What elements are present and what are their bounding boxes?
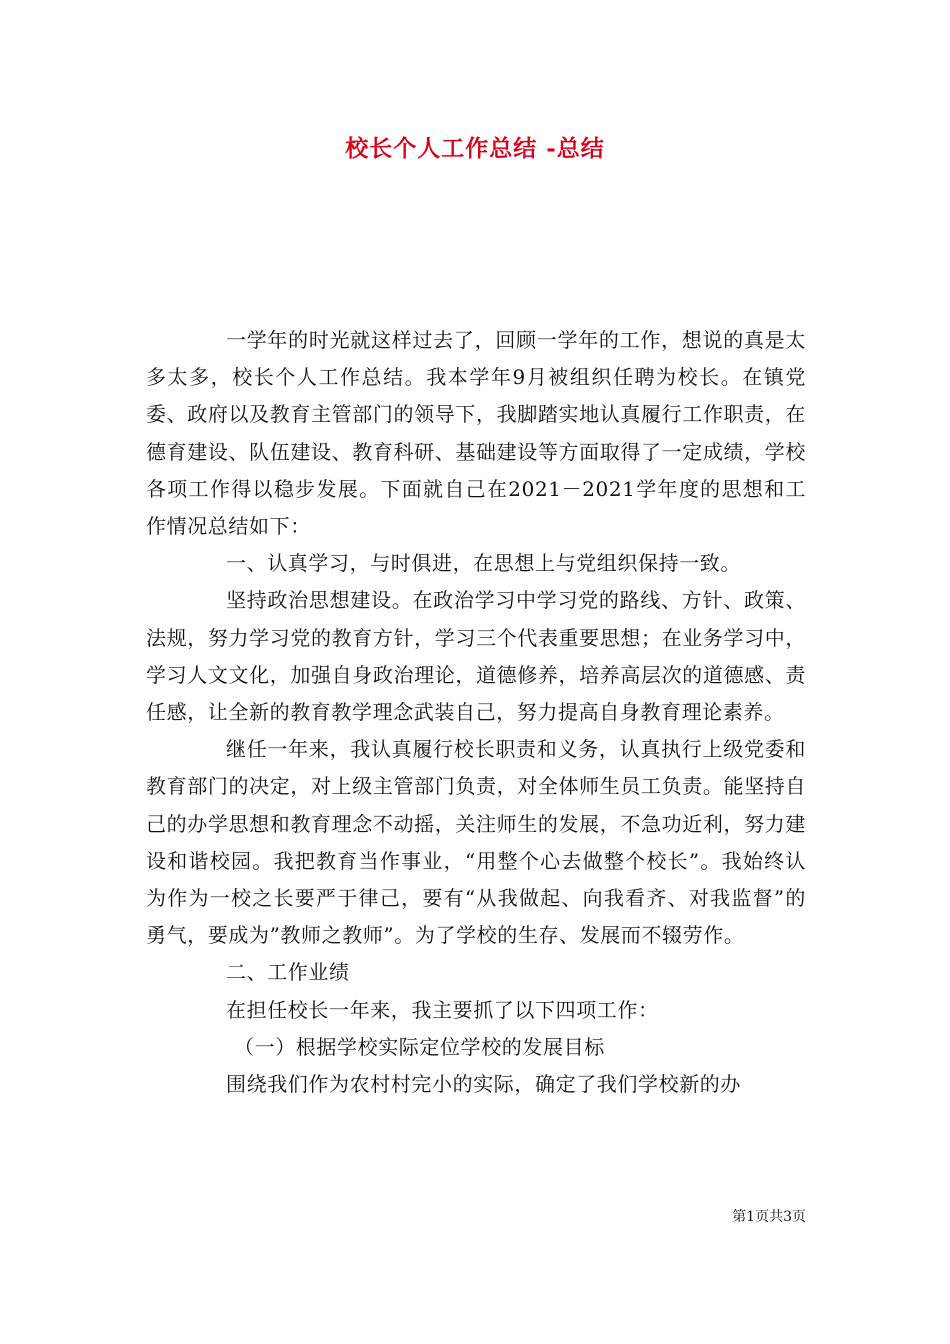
section-heading-2: 二、工作业绩 (226, 960, 350, 985)
subheading-1: （一）根据学校实际定位学校的发展目标 (234, 1034, 605, 1059)
document-title: 校长个人工作总结 -总结 (345, 135, 605, 162)
paragraph-intro: 一学年的时光就这样过去了，回顾一学年的工作，想说的真是太多太多，校长个人工作总结。我本学年9月被组织任聘为校长。在镇党委、政府以及教育主管部门的领导下，我脚踏实地认真履行工作职责，在德育建设、队伍建设、教育科研、基础建设等方面取得了一定成绩，学校各项工作得以稳步发展。下面就自己在2021－2021学年度的思想和工作情况总结如下： (146, 328, 806, 539)
section-heading-1: 一、认真学习，与时俱进，在思想上与党组织保持一致。 (226, 551, 741, 576)
paragraph-political-study: 坚持政治思想建设。在政治学习中学习党的路线、方针、政策、法规，努力学习党的教育方针，学习三个代表重要思想；在业务学习中，学习人文文化，加强自身政治理论，道德修养，培养高层次的道德感、责任感，让全新的教育教学理念武装自己，努力提高自身教育理论素养。 (146, 588, 806, 725)
document-body (146, 322, 806, 1103)
page-indicator: 第1页共3页 (732, 1209, 806, 1225)
paragraph-duties: 继任一年来，我认真履行校长职责和义务，认真执行上级党委和教育部门的决定，对上级主管部门负责，对全体师生员工负责。能坚持自己的办学思想和教育理念不动摇，关注师生的发展，不急功近利，努力建设和谐校园。我把教育当作事业，“用整个心去做整个校长”。我始终认为作为一校之长要严于律己，要有“从我做起、向我看齐、对我监督”的勇气，要成为”教师之教师”。为了学校的生存、发展而不辍劳作。 (146, 737, 806, 948)
paragraph-four-tasks: 在担任校长一年来，我主要抓了以下四项工作： (226, 997, 659, 1022)
paragraph-goals: 围绕我们作为农村村完小的实际，确定了我们学校新的办 (226, 1072, 741, 1097)
